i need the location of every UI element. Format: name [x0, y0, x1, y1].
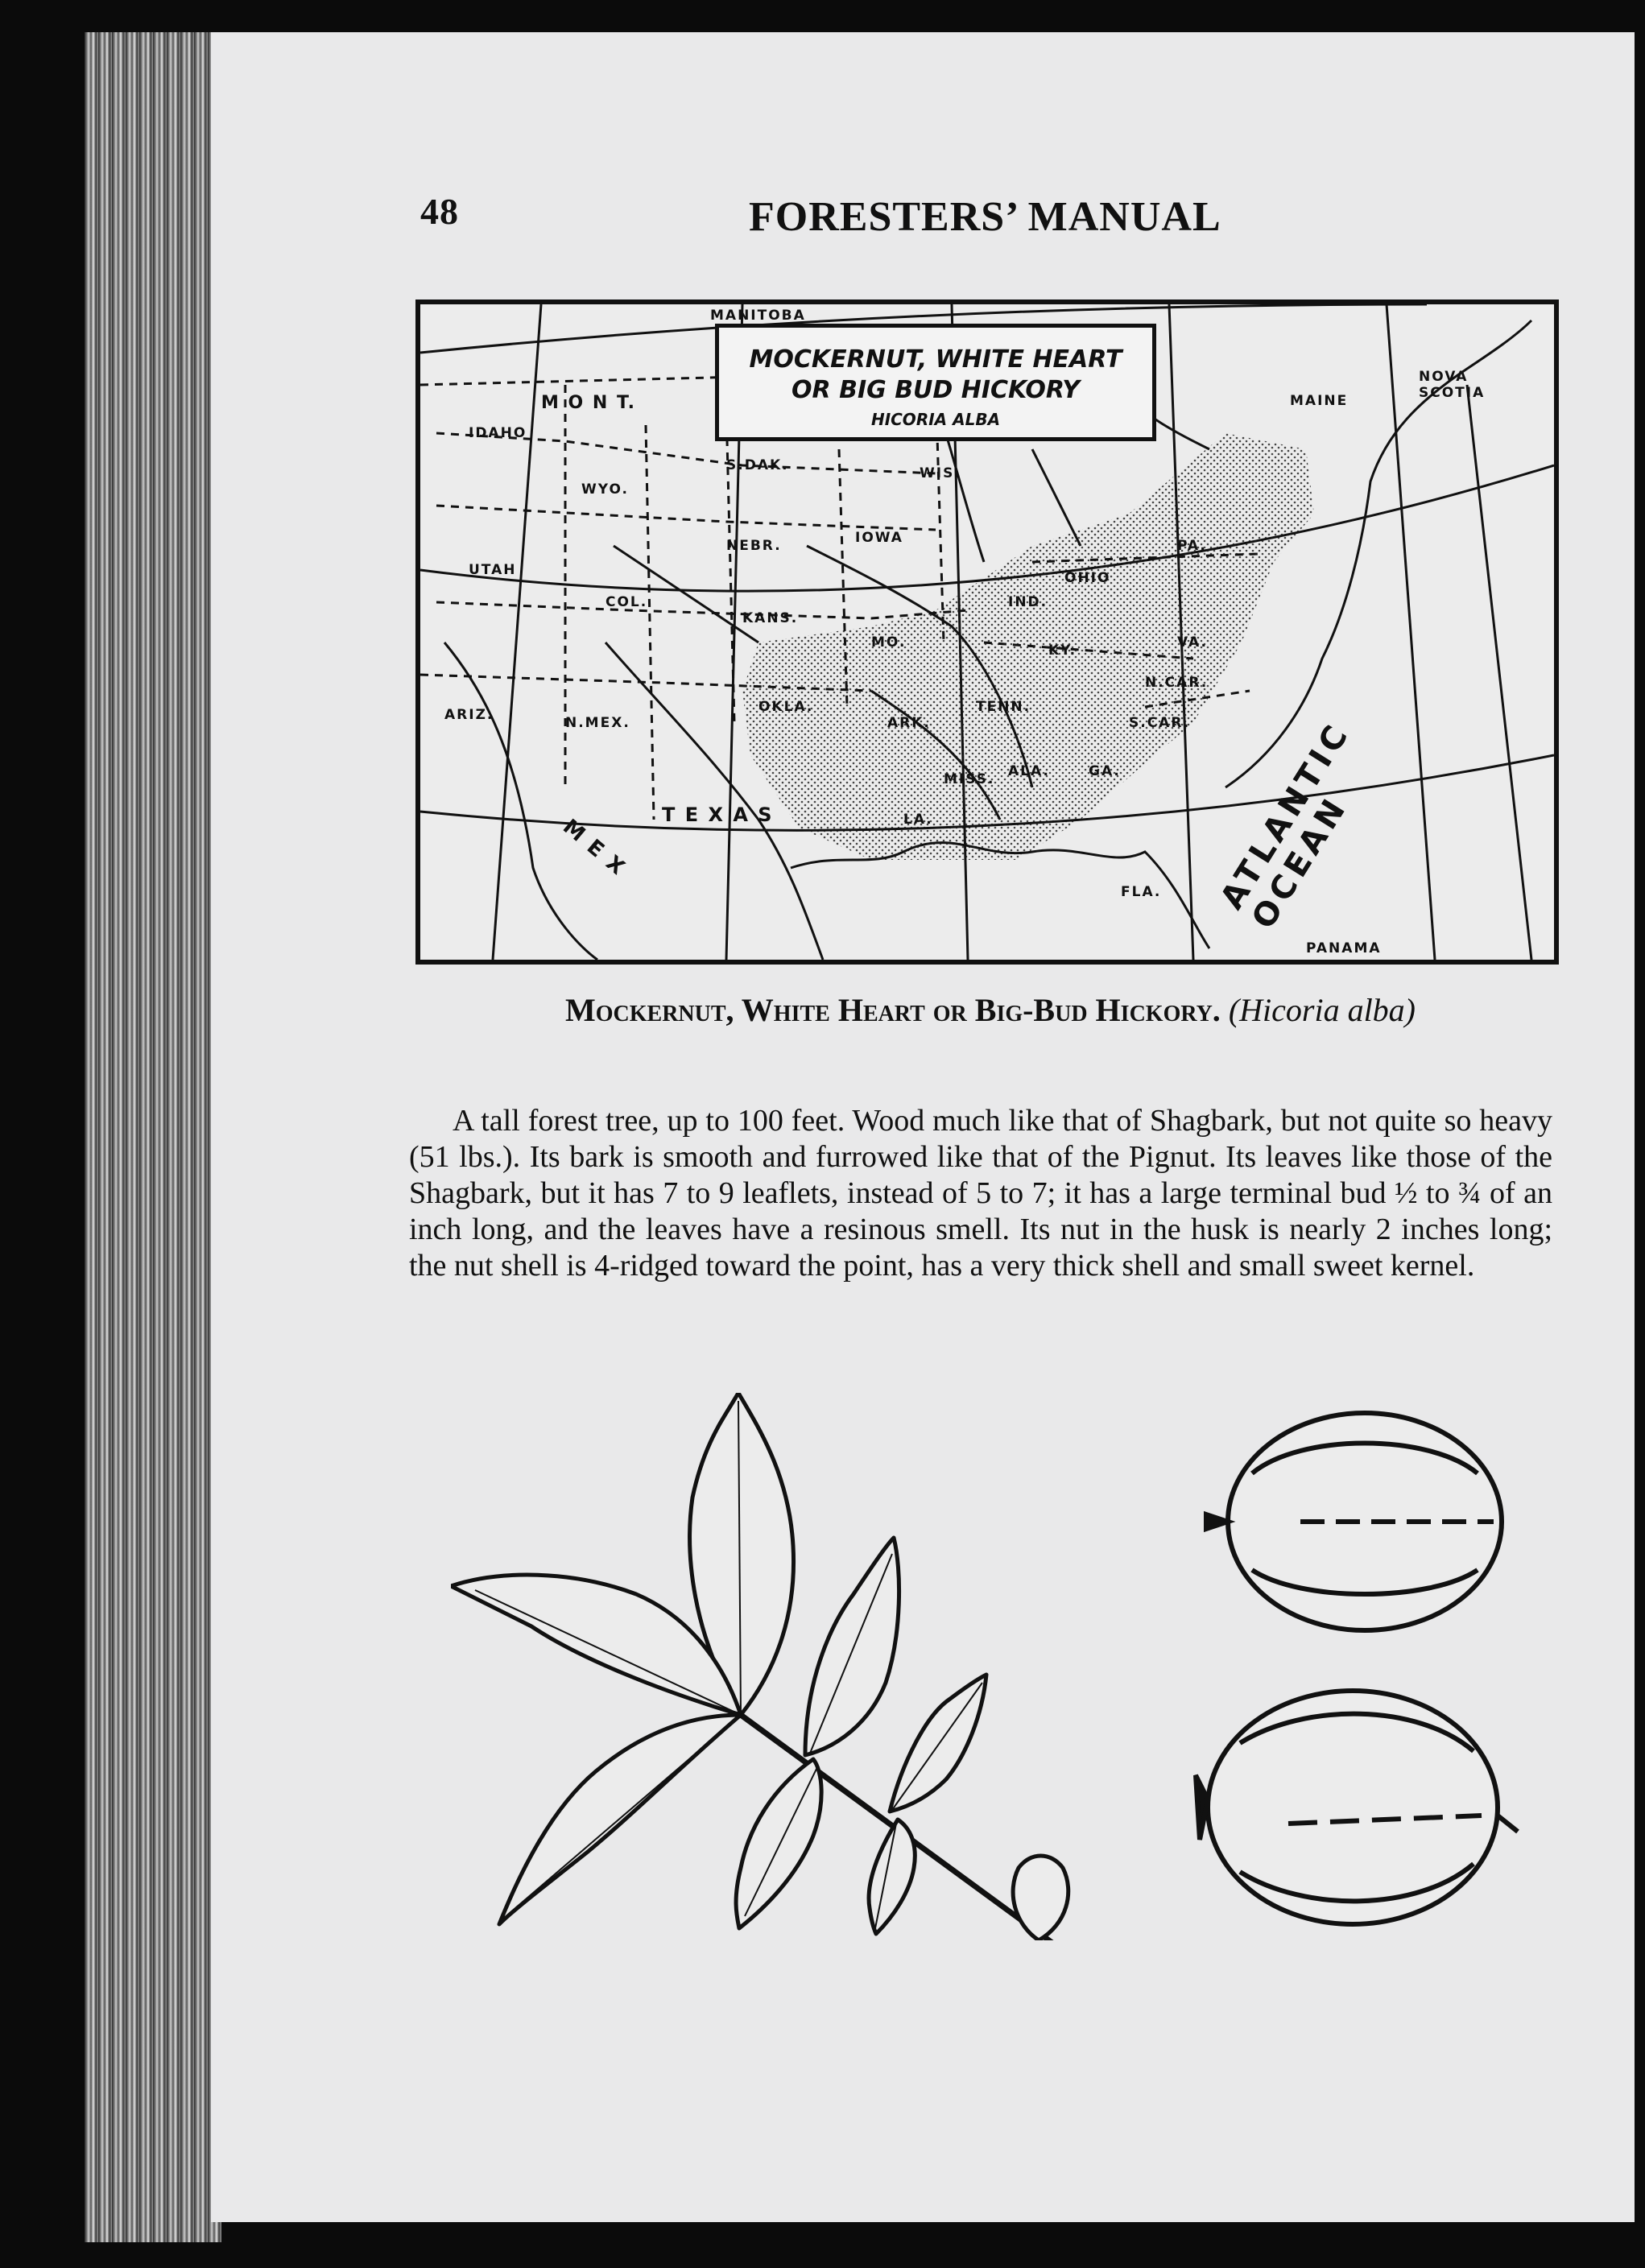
map-label-ind: IND. — [1008, 594, 1048, 610]
map-label-okla: OKLA. — [758, 699, 814, 715]
map-label-fla: FLA. — [1121, 884, 1162, 900]
map-label-wyo: WYO. — [581, 481, 629, 498]
map-label-mont: M O N T. — [541, 393, 637, 413]
map-label-panama: PANAMA — [1306, 940, 1382, 956]
map-label-ky: KY. — [1048, 642, 1077, 659]
map-label-ga: GA. — [1089, 763, 1121, 779]
map-label-wis: WIS. — [920, 465, 961, 481]
map-label-nmex: N.MEX. — [565, 715, 630, 731]
map-legend-line-2: OR BIG BUD HICKORY — [792, 376, 1080, 404]
book-spine-edge — [85, 32, 221, 2242]
map-legend-line-1: MOCKERNUT, WHITE HEART — [749, 345, 1122, 374]
map-label-mo: MO. — [871, 634, 907, 651]
nut-in-husk-top-illustration — [1204, 1401, 1526, 1642]
running-title: FORESTERS’ MANUAL — [749, 194, 1221, 240]
map-label-miss: MISS. — [944, 771, 995, 787]
map-label-ala: ALA. — [1008, 763, 1050, 779]
map-label-manitoba: MANITOBA — [710, 308, 806, 324]
map-label-ncar: N.CAR. — [1145, 675, 1209, 691]
map-label-col: COL. — [606, 594, 648, 610]
map-label-scar: S.CAR. — [1129, 715, 1191, 731]
map-label-texas: T E X A S — [662, 804, 774, 826]
map-label-la: LA. — [903, 812, 933, 828]
caption-scientific-name: (Hicoria alba) — [1228, 992, 1416, 1028]
caption-common-name: Mockernut, White Heart or Big-Bud Hickory. — [564, 992, 1221, 1028]
map-label-pa: PA. — [1177, 538, 1207, 554]
map-label-iowa: IOWA — [855, 530, 903, 546]
map-label-ariz: ARIZ. — [444, 707, 494, 723]
map-label-kans: KANS. — [742, 610, 799, 626]
map-label-sdak: S.DAK. — [726, 457, 789, 473]
map-label-mexico: M E X — [558, 815, 630, 881]
map-legend-line-3: HICORIA ALBA — [870, 410, 1001, 429]
map-label-tenn: TENN. — [976, 699, 1031, 715]
map-label-maine: MAINE — [1290, 393, 1349, 409]
map-label-ark: ARK. — [887, 715, 931, 731]
map-label-idaho: IDAHO — [469, 425, 527, 441]
figure-caption — [467, 992, 1514, 1029]
description-paragraph: A tall forest tree, up to 100 feet. Wood much like that of Shagbark, but not quite so heavy (51 lbs.). Its bark is smooth and furrowed like that of the Pignut. Its leaves like those of the Shagbark, but it has 7 to 9 leaflets, instead of 5 to 7; it has a large terminal bud ½ to ¾ of an inch long, and the leaves have a resinous smell. Its nut in the husk is nearly 2 inches long; the nut shell is 4-ridged toward the point, has a very thick shell and small sweet kernel. — [409, 1104, 1552, 1283]
map-label-utah: UTAH — [469, 562, 517, 578]
map-label-ohio: OHIO — [1064, 570, 1111, 586]
map-label-atlantic-ocean: ATLANTIC OCEAN — [1213, 715, 1358, 936]
page-number: 48 — [420, 191, 459, 232]
map-label-nova-scotia: NOVA SCOTIA — [1419, 369, 1486, 401]
map-label-nebr: NEBR. — [726, 538, 782, 554]
map-legend-box — [715, 324, 1156, 441]
map-label-va: VA. — [1177, 634, 1208, 651]
compound-leaf-illustration — [451, 1393, 1119, 1940]
nut-in-husk-bottom-illustration — [1192, 1679, 1522, 1936]
